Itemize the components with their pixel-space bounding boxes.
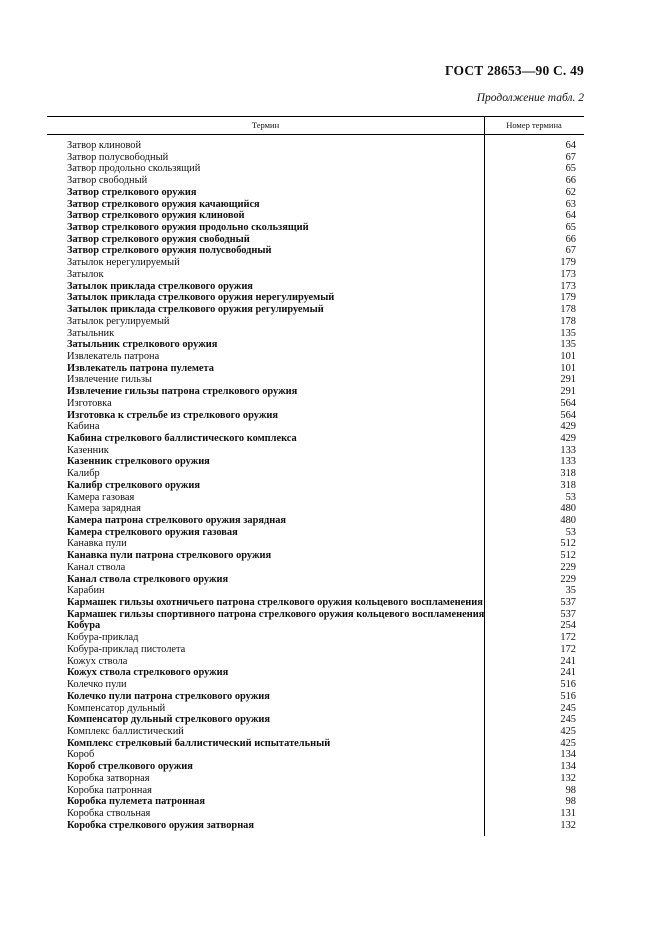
term-cell: Кобура-приклад — [67, 632, 139, 644]
term-cell: Короб — [67, 749, 95, 761]
number-cell: 429 — [560, 421, 576, 433]
number-cell: 134 — [560, 749, 576, 761]
table-row — [47, 820, 584, 832]
table-row — [47, 574, 584, 586]
table-row — [47, 538, 584, 550]
table-row — [47, 374, 584, 386]
number-cell: 241 — [560, 667, 576, 679]
number-cell: 512 — [560, 538, 576, 550]
term-cell: Извлечение гильзы — [67, 374, 152, 386]
number-cell: 64 — [565, 210, 576, 222]
table-row — [47, 667, 584, 679]
number-cell: 245 — [560, 714, 576, 726]
term-cell: Карабин — [67, 585, 105, 597]
table-row — [47, 714, 584, 726]
table-row — [47, 245, 584, 257]
term-cell: Кобура — [67, 620, 101, 632]
number-cell: 65 — [565, 163, 576, 175]
term-cell: Комплекс баллистический — [67, 725, 184, 737]
term-cell: Канавка пули — [67, 538, 127, 550]
column-header-number: Номер термина — [506, 120, 562, 130]
page-header: ГОСТ 28653—90 С. 49 — [445, 63, 584, 78]
table-row — [47, 726, 584, 738]
number-cell: 53 — [565, 491, 576, 503]
table-row — [47, 175, 584, 187]
term-cell: Коробка ствольная — [67, 807, 151, 819]
number-cell: 98 — [565, 784, 576, 796]
number-cell: 537 — [560, 608, 576, 620]
number-cell: 66 — [565, 175, 576, 187]
table-row — [47, 492, 584, 504]
term-cell: Канал ствола — [67, 561, 126, 573]
number-cell: 291 — [560, 374, 576, 386]
table-row — [47, 304, 584, 316]
table-row — [47, 445, 584, 457]
table-row — [47, 691, 584, 703]
table-row — [47, 316, 584, 328]
term-cell: Затылок нерегулируемый — [67, 257, 180, 269]
term-cell: Канавка пули патрона стрелкового оружия — [67, 550, 272, 562]
table-row — [47, 761, 584, 773]
table-row — [47, 292, 584, 304]
table-row — [47, 527, 584, 539]
term-cell: Затылок приклада стрелкового оружия — [67, 280, 253, 292]
number-cell: 229 — [560, 573, 576, 585]
table-row — [47, 644, 584, 656]
number-cell: 132 — [560, 819, 576, 831]
number-cell: 67 — [565, 151, 576, 163]
table-row — [47, 585, 584, 597]
number-cell: 318 — [560, 479, 576, 491]
term-cell: Кожух ствола стрелкового оружия — [67, 667, 229, 679]
term-cell: Кармашек гильзы спортивного патрона стрелкового оружия кольцевого воспламенения — [67, 608, 485, 620]
table-row — [47, 281, 584, 293]
number-cell: 173 — [560, 280, 576, 292]
term-cell: Кабина — [67, 421, 100, 433]
term-cell: Коробка патронная — [67, 784, 152, 796]
term-cell: Коробка стрелкового оружия затворная — [67, 819, 254, 831]
number-cell: 229 — [560, 561, 576, 573]
number-cell: 254 — [560, 620, 576, 632]
table-continuation-label: Продолжение табл. 2 — [476, 92, 584, 104]
term-cell: Канал ствола стрелкового оружия — [67, 573, 229, 585]
table-row — [47, 796, 584, 808]
number-cell: 564 — [560, 409, 576, 421]
number-cell: 480 — [560, 503, 576, 515]
table-row — [47, 632, 584, 644]
number-cell: 132 — [560, 772, 576, 784]
table-row — [47, 269, 584, 281]
term-cell: Комплекс стрелковый баллистический испытательный — [67, 737, 331, 749]
term-cell: Колечко пули патрона стрелкового оружия — [67, 690, 270, 702]
number-cell: 65 — [565, 222, 576, 234]
term-cell: Затылок приклада стрелкового оружия регулируемый — [67, 304, 324, 316]
table-row — [47, 562, 584, 574]
term-cell: Извлечение гильзы патрона стрелкового оружия — [67, 386, 298, 398]
table-row — [47, 597, 584, 609]
number-cell: 179 — [560, 292, 576, 304]
term-cell: Компенсатор дульный — [67, 702, 166, 714]
term-cell: Извлекатель патрона — [67, 350, 160, 362]
table-row — [47, 703, 584, 715]
term-cell: Затвор клиновой — [67, 140, 142, 151]
number-cell: 516 — [560, 679, 576, 691]
number-cell: 178 — [560, 315, 576, 327]
number-cell: 67 — [565, 245, 576, 257]
term-cell: Казенник стрелкового оружия — [67, 456, 210, 468]
number-cell: 512 — [560, 550, 576, 562]
number-cell: 516 — [560, 690, 576, 702]
table-row — [47, 152, 584, 164]
table-row — [47, 609, 584, 621]
term-cell: Изготовка — [67, 397, 112, 409]
term-cell: Извлекатель патрона пулемета — [67, 362, 214, 374]
term-cell: Затвор стрелкового оружия свободный — [67, 233, 250, 245]
table-row — [47, 210, 584, 222]
number-cell: 35 — [565, 585, 576, 597]
table-row — [47, 738, 584, 750]
number-cell: 318 — [560, 468, 576, 480]
term-cell: Камера стрелкового оружия газовая — [67, 526, 238, 538]
table-row — [47, 808, 584, 820]
number-cell: 63 — [565, 198, 576, 210]
column-header-term: Термин — [251, 120, 280, 130]
number-cell: 172 — [560, 643, 576, 655]
number-cell: 178 — [560, 304, 576, 316]
table-row — [47, 433, 584, 445]
table-row — [47, 656, 584, 668]
term-cell: Затылок — [67, 268, 104, 280]
table-row — [47, 785, 584, 797]
table-row — [47, 421, 584, 433]
term-cell: Затвор стрелкового оружия продольно скользящий — [67, 222, 309, 234]
table-row — [47, 550, 584, 562]
table-row — [47, 339, 584, 351]
table-row — [47, 410, 584, 422]
table-row — [47, 363, 584, 375]
number-cell: 480 — [560, 515, 576, 526]
table-row — [47, 398, 584, 410]
table-row — [47, 187, 584, 199]
table-row — [47, 199, 584, 211]
term-cell: Коробка затворная — [67, 772, 150, 784]
term-cell: Затылок регулируемый — [67, 315, 170, 327]
term-cell: Кожух ствола — [67, 655, 128, 667]
term-cell: Камера патрона стрелкового оружия зарядная — [67, 515, 287, 526]
term-cell: Компенсатор дульный стрелкового оружия — [67, 714, 270, 726]
table-row — [47, 163, 584, 175]
table-row — [47, 515, 584, 527]
terms-table — [47, 116, 584, 831]
number-cell: 101 — [560, 350, 576, 362]
table-body — [47, 135, 584, 831]
number-cell: 134 — [560, 761, 576, 773]
term-cell: Затылок приклада стрелкового оружия нерегулируемый — [67, 292, 335, 304]
term-cell: Казенник — [67, 444, 109, 456]
number-cell: 291 — [560, 386, 576, 398]
number-cell: 564 — [560, 397, 576, 409]
term-cell: Изготовка к стрельбе из стрелкового оружия — [67, 409, 278, 421]
number-cell: 98 — [565, 796, 576, 808]
term-cell: Колечко пули — [67, 679, 127, 691]
table-row — [47, 456, 584, 468]
term-cell: Затыльник — [67, 327, 115, 339]
table-row — [47, 234, 584, 246]
term-cell: Затвор стрелкового оружия — [67, 186, 197, 198]
term-cell: Затвор стрелкового оружия клиновой — [67, 210, 245, 222]
number-cell: 179 — [560, 257, 576, 269]
term-cell: Кабина стрелкового баллистического комплекса — [67, 432, 297, 444]
table-row — [47, 503, 584, 515]
term-cell: Затвор свободный — [67, 175, 148, 187]
number-cell: 101 — [560, 362, 576, 374]
number-cell: 131 — [560, 807, 576, 819]
term-cell: Затвор стрелкового оружия полусвободный — [67, 245, 272, 257]
table-row — [47, 620, 584, 632]
number-cell: 429 — [560, 432, 576, 444]
term-cell: Затвор продольно скользящий — [67, 163, 201, 175]
number-cell: 133 — [560, 444, 576, 456]
number-cell: 135 — [560, 327, 576, 339]
table-row — [47, 386, 584, 398]
table-row — [47, 480, 584, 492]
number-cell: 172 — [560, 632, 576, 644]
term-cell: Кармашек гильзы охотничьего патрона стрелкового оружия кольцевого воспламенения — [67, 597, 483, 609]
number-cell: 53 — [565, 526, 576, 538]
table-row — [47, 140, 584, 152]
table-row — [47, 257, 584, 269]
number-cell: 66 — [565, 233, 576, 245]
term-cell: Камера зарядная — [67, 503, 141, 515]
term-cell: Затыльник стрелкового оружия — [67, 339, 218, 351]
term-cell: Короб стрелкового оружия — [67, 761, 193, 773]
table-row — [47, 328, 584, 340]
number-cell: 425 — [560, 725, 576, 737]
table-row — [47, 468, 584, 480]
number-cell: 64 — [565, 140, 576, 151]
number-cell: 133 — [560, 456, 576, 468]
table-row — [47, 679, 584, 691]
table-row — [47, 351, 584, 363]
term-cell: Камера газовая — [67, 491, 135, 503]
number-cell: 245 — [560, 702, 576, 714]
number-cell: 173 — [560, 268, 576, 280]
term-cell: Калибр стрелкового оружия — [67, 479, 200, 491]
term-cell: Затвор полусвободный — [67, 151, 169, 163]
number-cell: 425 — [560, 737, 576, 749]
term-cell: Затвор стрелкового оружия качающийся — [67, 198, 260, 210]
term-cell: Коробка пулемета патронная — [67, 796, 205, 808]
term-cell: Калибр — [67, 468, 100, 480]
term-cell: Кобура-приклад пистолета — [67, 643, 186, 655]
number-cell: 62 — [565, 186, 576, 198]
number-cell: 135 — [560, 339, 576, 351]
number-cell: 241 — [560, 655, 576, 667]
table-row — [47, 222, 584, 234]
table-row — [47, 773, 584, 785]
number-cell: 537 — [560, 597, 576, 609]
table-header — [47, 116, 584, 135]
table-row — [47, 749, 584, 761]
